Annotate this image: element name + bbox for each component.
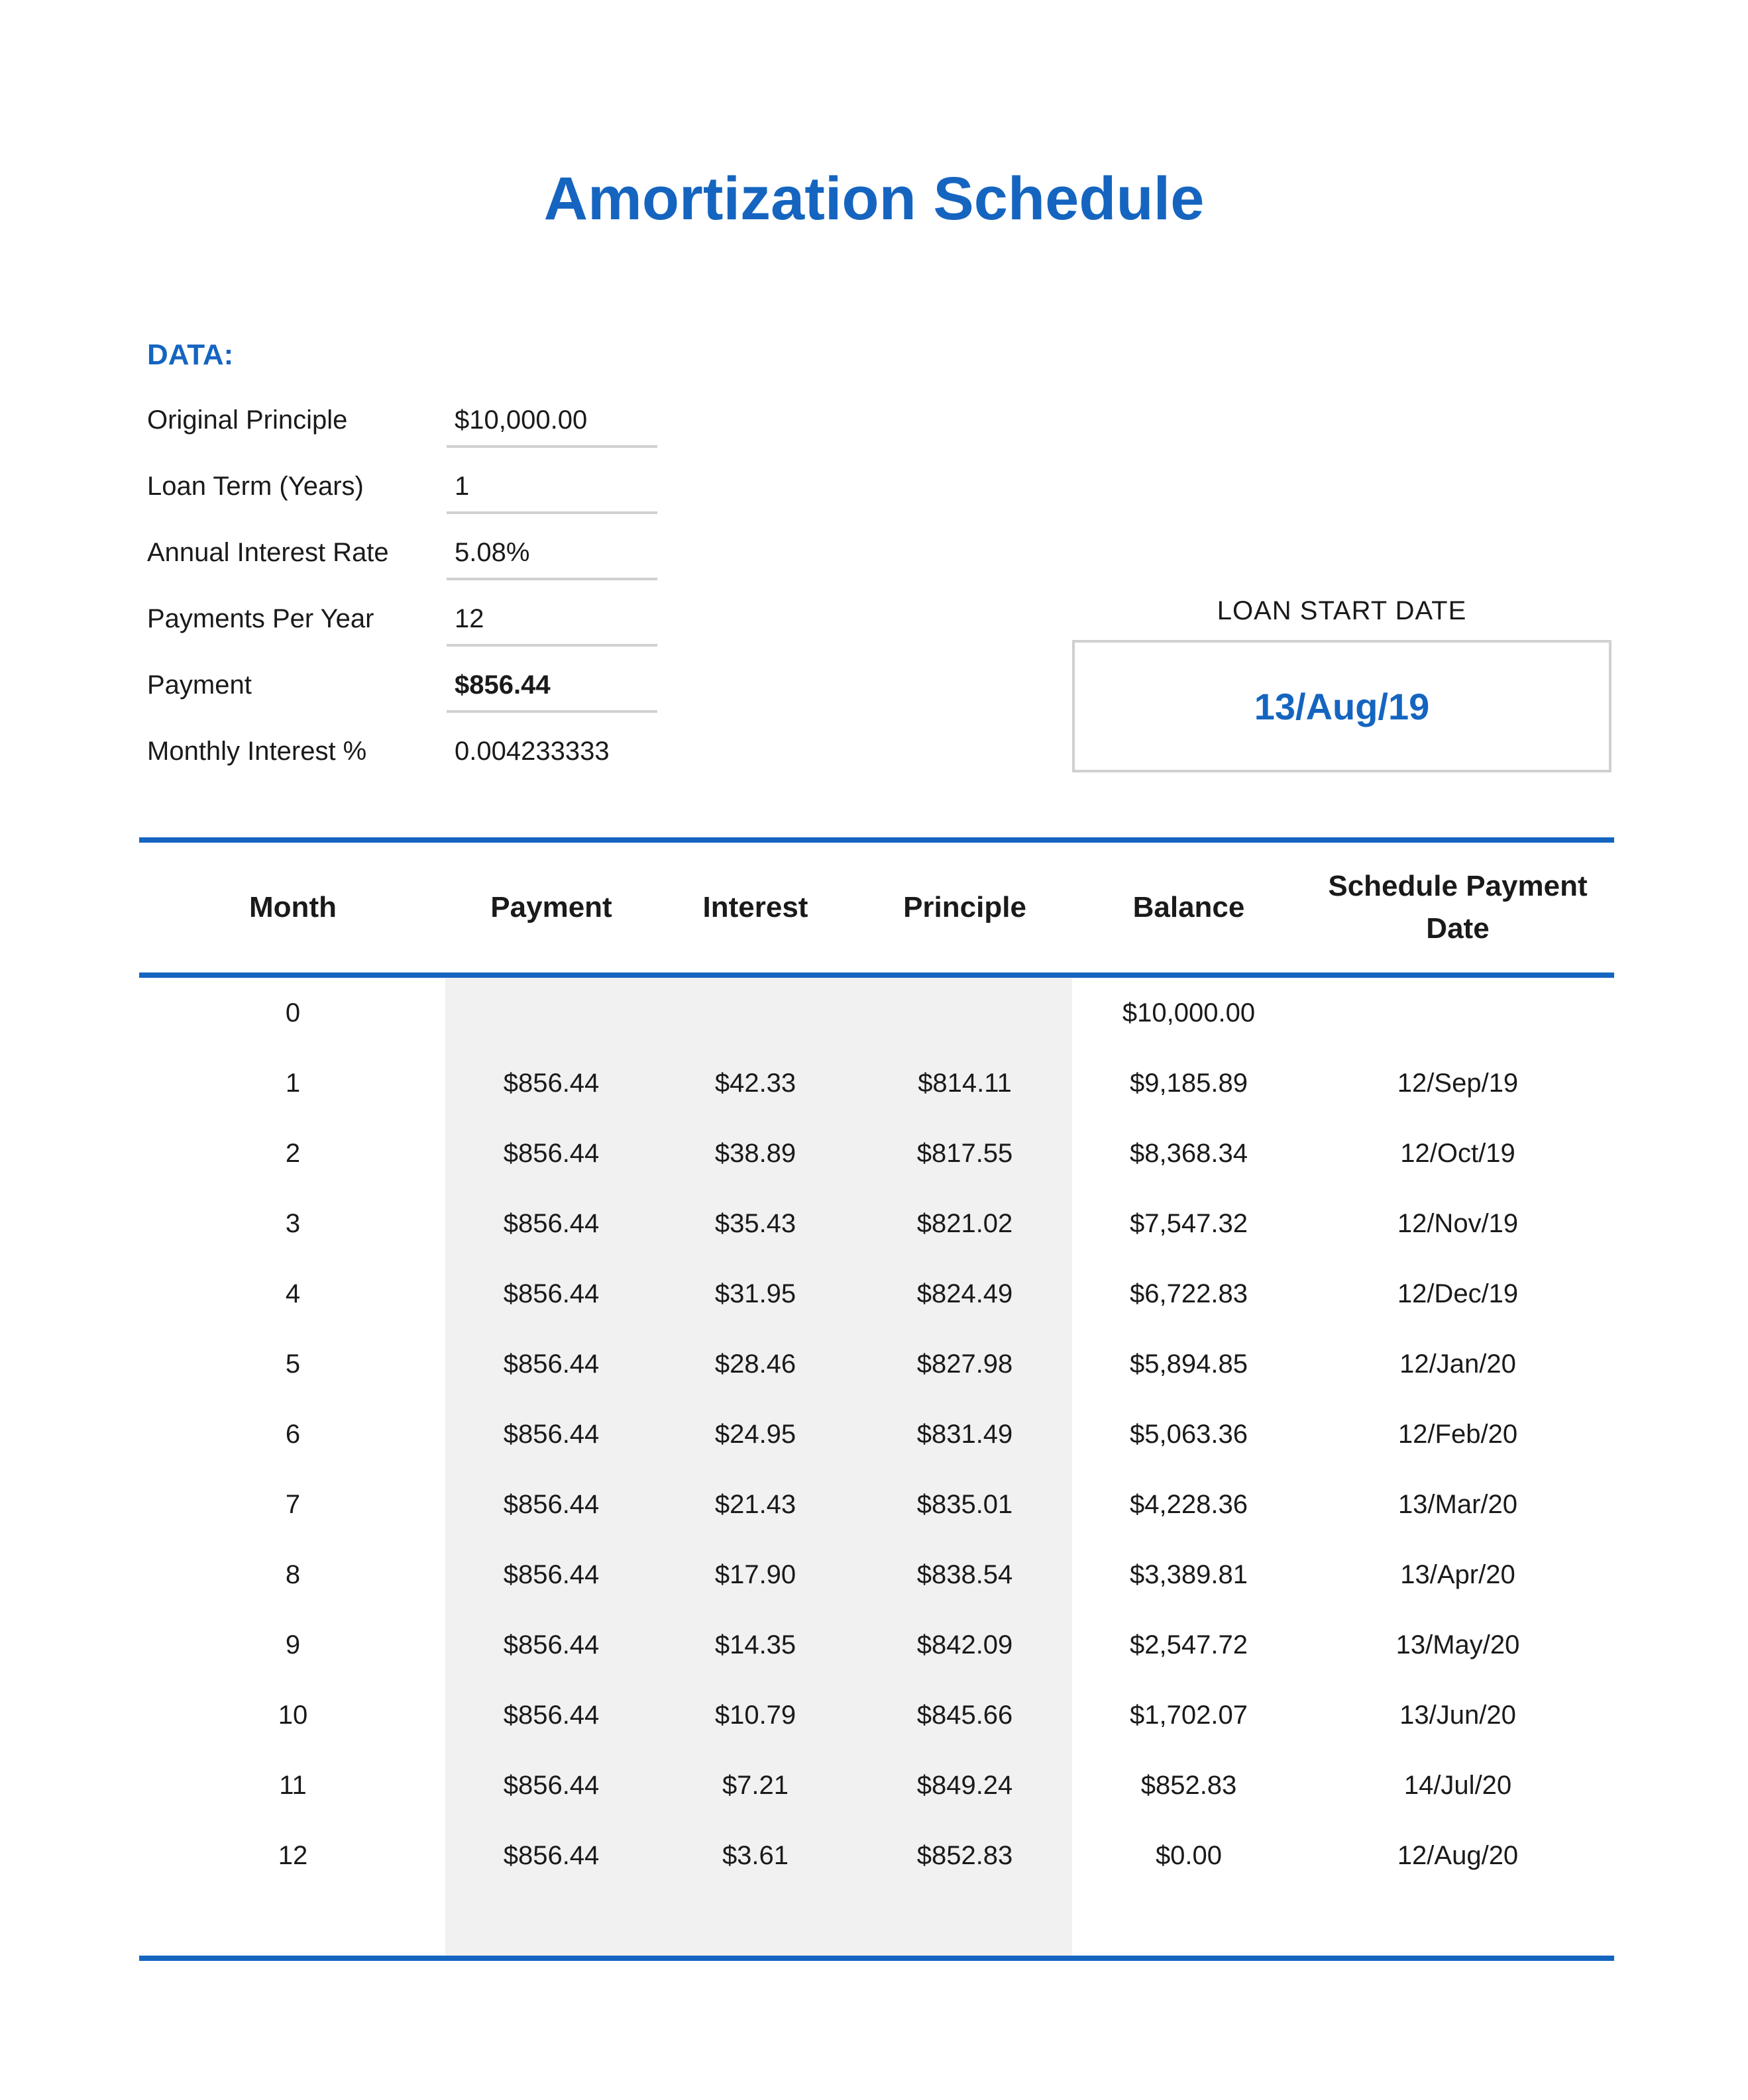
- cell-schedule-payment-date: 12/Sep/19: [1397, 1068, 1519, 1098]
- cell-month: 11: [279, 1770, 307, 1800]
- loan-start-date-value: 13/Aug/19: [1254, 685, 1430, 727]
- cell-month: 5: [285, 1349, 301, 1379]
- data-row-loan-term: [147, 460, 664, 513]
- cell-payment: $856.44: [503, 1419, 600, 1449]
- cell-month: 7: [285, 1489, 301, 1519]
- cell-month: 1: [285, 1068, 301, 1098]
- cell-principle: $842.09: [916, 1630, 1013, 1659]
- data-label: Original Principle: [147, 405, 348, 435]
- cell-month: 12: [278, 1840, 308, 1870]
- column-header-schedule-payment-date: Schedule Payment Date: [1328, 870, 1588, 945]
- cell-interest: $10.79: [714, 1700, 796, 1730]
- cell-interest: $31.95: [714, 1279, 796, 1308]
- cell-payment: [452, 978, 651, 1048]
- data-row-payments-per-year: [147, 592, 664, 645]
- cell-balance: $10,000.00: [1122, 998, 1256, 1027]
- cell-month: 10: [278, 1700, 308, 1730]
- data-section-header: DATA:: [147, 339, 234, 371]
- cell-principle: $827.98: [916, 1349, 1013, 1379]
- cell-interest: $17.90: [714, 1559, 796, 1589]
- data-label: Monthly Interest %: [147, 737, 367, 766]
- cell-balance: $5,063.36: [1130, 1419, 1248, 1449]
- cell-interest: $42.33: [714, 1068, 796, 1098]
- loan-term-field[interactable]: 1: [447, 466, 657, 514]
- cell-interest: $24.95: [714, 1419, 796, 1449]
- data-row-monthly-interest: [147, 725, 664, 778]
- cell-interest: $38.89: [714, 1138, 796, 1168]
- column-header-balance: Balance: [1132, 891, 1245, 923]
- loan-start-date-label: LOAN START DATE: [1217, 596, 1467, 625]
- column-header-month: Month: [249, 891, 337, 923]
- cell-payment: $856.44: [503, 1630, 600, 1659]
- payments-per-year-field[interactable]: 12: [447, 599, 657, 647]
- cell-payment: $856.44: [503, 1208, 600, 1238]
- cell-principle: $845.66: [916, 1700, 1013, 1730]
- column-header-interest: Interest: [702, 891, 808, 923]
- annual-interest-rate-field[interactable]: 5.08%: [447, 533, 657, 580]
- cell-balance: $2,547.72: [1130, 1630, 1248, 1659]
- cell-month: 4: [285, 1279, 301, 1308]
- loan-start-date-field[interactable]: [1072, 640, 1611, 772]
- cell-balance: $7,547.32: [1130, 1208, 1248, 1238]
- cell-month: 8: [285, 1559, 301, 1589]
- cell-interest: $28.46: [714, 1349, 796, 1379]
- cell-schedule-payment-date: 12/Feb/20: [1397, 1419, 1518, 1449]
- cell-balance: $8,368.34: [1130, 1138, 1248, 1168]
- original-principle-field[interactable]: $10,000.00: [447, 400, 657, 448]
- data-label: Payments Per Year: [147, 604, 374, 633]
- column-header-payment: Payment: [490, 891, 612, 923]
- cell-balance: $5,894.85: [1130, 1349, 1248, 1379]
- cell-month: 0: [285, 998, 301, 1027]
- cell-interest: $35.43: [714, 1208, 796, 1238]
- cell-principle: [865, 978, 1064, 1048]
- cell-schedule-payment-date: 13/May/20: [1395, 1630, 1520, 1659]
- cell-principle: $849.24: [916, 1770, 1013, 1800]
- cell-interest: $7.21: [722, 1770, 789, 1800]
- cell-month: 3: [285, 1208, 301, 1238]
- cell-interest: $14.35: [714, 1630, 796, 1659]
- data-row-original-principle: [147, 394, 664, 446]
- cell-schedule-payment-date: 13/Mar/20: [1397, 1489, 1518, 1519]
- column-header-principle: Principle: [903, 891, 1026, 923]
- data-label: Payment: [147, 670, 252, 700]
- cell-principle: $831.49: [916, 1419, 1013, 1449]
- cell-schedule-payment-date: 12/Aug/20: [1397, 1840, 1519, 1870]
- cell-payment: $856.44: [503, 1840, 600, 1870]
- table-bottom-rule: [139, 1956, 1614, 1961]
- cell-payment: $856.44: [503, 1349, 600, 1379]
- cell-balance: $1,702.07: [1130, 1700, 1248, 1730]
- cell-principle: $835.01: [916, 1489, 1013, 1519]
- data-label: Annual Interest Rate: [147, 538, 389, 567]
- cell-month: 9: [285, 1630, 301, 1659]
- cell-balance: $4,228.36: [1130, 1489, 1248, 1519]
- data-row-payment: [147, 658, 664, 711]
- cell-payment: $856.44: [503, 1700, 600, 1730]
- cell-principle: $852.83: [916, 1840, 1013, 1870]
- cell-interest: $21.43: [714, 1489, 796, 1519]
- cell-payment: $856.44: [503, 1559, 600, 1589]
- data-label: Loan Term (Years): [147, 472, 364, 501]
- cell-interest: [656, 978, 855, 1048]
- cell-payment: $856.44: [503, 1138, 600, 1168]
- cell-interest: $3.61: [722, 1840, 789, 1870]
- cell-schedule-payment-date: [1319, 978, 1597, 1048]
- cell-principle: $814.11: [918, 1068, 1012, 1098]
- cell-principle: $817.55: [916, 1138, 1013, 1168]
- cell-payment: $856.44: [503, 1279, 600, 1308]
- page-title: Amortization Schedule: [543, 165, 1205, 233]
- cell-balance: $9,185.89: [1130, 1068, 1248, 1098]
- monthly-interest-value: 0.004233333: [455, 737, 610, 766]
- cell-payment: $856.44: [503, 1489, 600, 1519]
- cell-balance: $6,722.83: [1130, 1279, 1248, 1308]
- table-top-rule: [139, 837, 1614, 843]
- cell-principle: $821.02: [916, 1208, 1013, 1238]
- cell-balance: $852.83: [1140, 1770, 1237, 1800]
- cell-schedule-payment-date: 12/Nov/19: [1397, 1208, 1519, 1238]
- cell-balance: $0.00: [1155, 1840, 1223, 1870]
- cell-month: 2: [285, 1138, 301, 1168]
- data-row-annual-interest-rate: [147, 526, 664, 579]
- table-header-rule: [139, 972, 1614, 978]
- cell-schedule-payment-date: 13/Jun/20: [1399, 1700, 1516, 1730]
- cell-schedule-payment-date: 12/Dec/19: [1397, 1279, 1519, 1308]
- cell-payment: $856.44: [503, 1770, 600, 1800]
- cell-month: 6: [285, 1419, 301, 1449]
- payment-value: $856.44: [447, 665, 657, 713]
- cell-schedule-payment-date: 13/Apr/20: [1400, 1559, 1515, 1589]
- cell-principle: $838.54: [916, 1559, 1013, 1589]
- cell-balance: $3,389.81: [1130, 1559, 1248, 1589]
- cell-payment: $856.44: [503, 1068, 600, 1098]
- cell-schedule-payment-date: 12/Oct/19: [1400, 1138, 1515, 1168]
- cell-schedule-payment-date: 14/Jul/20: [1403, 1770, 1512, 1800]
- cell-principle: $824.49: [916, 1279, 1013, 1308]
- cell-schedule-payment-date: 12/Jan/20: [1399, 1349, 1516, 1379]
